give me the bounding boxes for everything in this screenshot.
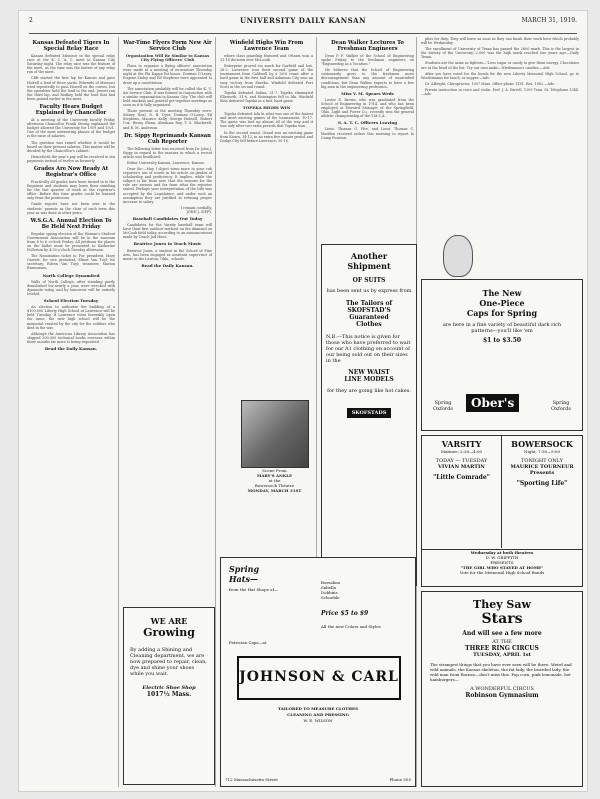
varsity-panel: VARSITY Matinee, 2:30—4:00 TODAY — TUESDAY VIVIAN MARTIN "Little Comrade" (422, 436, 502, 548)
column-rule (118, 37, 119, 787)
headline: Faculty Hears Budget Explained by Chancellor (35, 104, 107, 117)
subhead: Beatrice Jones to Teach Music (133, 241, 202, 247)
johnson-carl-logo: JOHNSON & CARL (237, 656, 401, 700)
headline: Dean Walker Lectures To Freshman Engineers (331, 40, 404, 52)
subhead: Baseball Candidates Out Today (132, 216, 203, 221)
subhead: School Election Tuesday (43, 298, 99, 304)
man-illustration (443, 235, 473, 277)
bowersock-panel: BOWERSOCK Night, 7:30—9:00 TONIGHT ONLY MAURICE TOURNEUR Presents "Sporting Life" (510, 439, 574, 487)
paper-name: UNIVERSITY DAILY KANSAN (239, 16, 367, 25)
column-1: Kansas Defeated Tigers In Special Relay Race Kansas defeated Missouri in the special relay race at the K. C. A. C. meet in Kansas City Saturday night. The relay race was the feature of the meet, as the time was the fastest of any relay run of the meet. Clift started the first lap for Kansas and gave Howell a lead of three yards. Edwards of Missouri tried repeatedly to pass Howell on the curves, but the speedster held the lead to the end. Jewett ran the third lap, and Rodkey held the lead that had been gained earlier in the meet. Faculty Hears Budget Explained by Chancellor At a meeting of the University faculty Friday afternoon Chancellor Frank Strong explained the budget allowed the University for 1919 and 1921. One of the most interesting phases of the budget is the raise of salaries. The question was raised whether it would be based on their present salaries. This matter will be decided by the Chancellor's cabinet. Henceforth the year's pay will be received in ten payments instead of twelve as formerly. Grades Are Now Ready At Registrar's Office Practically all grades have been turned in to the Registrar and students may leave their standing for the last quarter of work at the registrar's office. Before this time grades could be learned only from the professors. Grade reports have not been sent to the students' parents as the close of each term this year as was done in other years. W.S.G.A. Annual Election To Be Held Next Friday Regular spring election of the Woman's Student Government Association will be in the museum from 8 to 6 o'clock Friday. All petitions for places on the ballot must be presented to Katherine Fullerton by 4:30 o'clock Tuesday afternoon. The Nomination ticket is: For president, Mary Garrett, for vice president, Elinor Van Tuyl; for secretary, Eileen Van Tuyl; treasurer, Marion Rasmussen. North College Dynamited Walls of North College, after standing partly demolished for nearly a year, were wrecked with dynamite today, and by tomorrow will be entirely leveled. School Election Tuesday An election to authorize the building of a $100,000 Liberty High School at Lawrence will be held Tuesday. If Lawrence votes favorably upon the issue, the new high school will be the memorial created by the city for the soldiers who died in the war. Although the American Library Association has shipped 300,000 technical books overseas within three months far more is being requested. Read the Daily Kansan. (27, 40, 115, 351)
obers-logo: Ober's (466, 394, 519, 412)
subhead: S. A. T. C. Officers Leaving (337, 120, 398, 126)
masthead (29, 11, 577, 34)
circus-ad: They Saw Stars And will see a few more AT THE THREE RING CIRCUS TUESDAY, APRIL 1st The strangest things that you have ever seen will be there. Weird and wild animals, the Kansas skeleton, the fat lady, the bearded lady, the wild man from Borneo—don't miss this. Pop corn, pink lemonade, hot hamburgers— A WONDERFUL CIRCUS Robinson Gymnasium (421, 591, 583, 787)
column-2: War-Time Flyers Form New Air Service Club Organization Will Be Similar to Kansas City Flying Officers' Club Plans to organize a flying officers' association were made at a meeting of ex-aviators Thursday night at the Phi Kappa Psi house. Dorman O'Leary, Eugene Staley and Ed Stephens were appointed to draw up a constitution. The association probably will be called the K. U. Air Service Club. It was formed in conjunction with a similar organization in Kansas City. The club will hold smokers and general get-together meetings as soon as it is fully organized. Those present at the meeting Thursday were: Sidney Neal, D. B. Dyer, Dorman O'Leary, Ed Stephens, Maurice Kelly, George Holwell, Robert Cox, Henry Shinn, Abraham Ray, T. S. Blackwell, and R. M. Anderson. Dr. Sippy Reprimands Kansan Cub Reporter The following letter was received from Dr. John J. Sippy in regard to the manner in which a recent article was headlined: Editor University Kansan, Lawrence, Kansas. Dear Sir:—May I object some more to your cub reporter's use of words in his article on grades of scholarship and proficiency. It implies, while the subject is far from new, that the reasons for the rule are serious and far from what the reporter stated. Perhaps your interpretation of the title was accepted by the Legislature, and under such an assumption they are justified in refusing proper increase in salary. I remain cordially, JOHN J. SIPPY. Baseball Candidates Out Today Candidates for the Varsity baseball team will have their first outdoor workout on the diamond on McCook field today, according to an announcement made by Coach Jud Hunt. Beatrice Jones to Teach Music Beatrice Jones, a student in the School of Fine Arts, has been engaged as assistant supervisor of music in the Lawton, Okla., schools. Read the Daily Kansan. (123, 40, 212, 268)
subhead: Organization Will Be Similar to Kansas City Flying Officers' Club (125, 53, 210, 63)
skofstad-logo: SKOFSTADS (347, 408, 392, 418)
photo-caption: Scene From MARY'S ANKLE at the Bowersock Theatre MONDAY, MARCH 31ST (247, 468, 302, 493)
page-number: 2 (29, 17, 33, 24)
column-3: Winfield Highs Win From Lawrence Team where class guarding featured and Ottawa won a 31-18 decision over McLouth. Enterprise proved too much for Garfield and lost, 26-2. Lawrence won their second game of the tournament from Caldwell by a 28-8 count after a hard game in the first half and Arkansas City won an easy victory from Eureka. Winfield defeated Fort Scott in the second round. Topeka defeated Salina, 31-7. Topeka eliminated Ellsworth, 31-6, and Hoisington fell to Ida. Winfield then defeated Topeka in a fast, hard game. TOPEKA HIGHS WIN Topeka defeated Iola in what was one of the fastest and most exciting games of the tournament, 10-17. The game was tied up almost all of the way and it was only after two extra periods that Topeka won. In the second round, Grand was an exciting game from Kiowa, 14-12, in an extra five minute period and Dodge City fell before Lawrence, 30-18. (220, 40, 313, 143)
headline: War-Time Flyers Form New Air Service Club (123, 40, 212, 52)
scene-photo (241, 400, 309, 468)
issue-date: MARCH 31, 1919. (521, 17, 577, 24)
obers-ad: The New One-Piece Caps for Spring are here in a fine variety of beautiful dark rich patterns—you'll like 'em $1 to $3.50 Spring Oxfords Ober's Spring Oxfords (421, 279, 583, 431)
headline: Winfield Highs Win From Lawrence Team (229, 40, 304, 52)
footer-note: Read the Daily Kansan. (44, 345, 98, 351)
column-5: plies for duty. They will leave as soon as they can finish their work here which probably will be Wednesday. The enrollment of University of Texas has passed the 2600 mark. This is the largest in the history of the University, 2,000 was the high mark reached two years ago.—Daily Texan. Students are the same as fighters—"Less sugar or candy to give them energy. Chocolates are at the head of the list. Try our own make—Wiedemann's candies.—Adv. After you have voted for the bonds for the new Liberty Memorial High School, go to Wiedemanns for lunch, or supper.—Adv. Dr. Albright, Chiropractor, 1007 Mass. Office phone 1181. Res. 1982.—Adv. Private instruction in voice and violin. Prof. J. A. Farrell, 1209 Tenn. St. Telephone 1344.—Adv. (421, 37, 579, 97)
newspaper-page (18, 10, 588, 792)
footer-note: Read the Daily Kansan. (141, 262, 194, 268)
subhead: North College Dynamited (42, 272, 100, 278)
theatres-ad: VARSITY Matinee, 2:30—4:00 TODAY — TUESDAY VIVIAN MARTIN "Little Comrade" BOWERSOCK Night, 7:30—9:00 TONIGHT ONLY MAURICE TOURNEUR Presents "Sporting Life" Wednesday at both theatres D. W. GRIFFITH PRESENTS "THE GIRL WHO STAYED AT HOME" Vote for the Memorial High School Bonds (421, 435, 583, 587)
headline: Dr. Sippy Reprimands Kansan Cub Reporter (124, 132, 211, 145)
subhead: TOPEKA HIGHS WIN (242, 105, 291, 111)
johnson-carl-ad: Spring Hats— from the Hat Shops of— Borsalino Sabella Dobbins Schoeble Price $5 to $9 All the new Colors and Styles Patrician Caps—at JOHNSON & CARL TAILORED TO MEASURE CLOTHES CLEANING AND PRESSING W. E. WILSON 712 Massachusetts Street Phone 505 (220, 557, 416, 787)
column-rule (215, 37, 216, 787)
headline: W.S.G.A. Annual Election To Be Held Next Friday (30, 217, 112, 230)
shoe-shop-ad: WE ARE Growing By adding a Shining and Cleaning department, we are now prepared to repair, clean, dye and shine your shoes while you wait. Electric Shoe Shop 1017½ Mass. (123, 607, 215, 785)
subhead: Miss V. M. Spears Weds (341, 90, 394, 96)
column-4: Dean Walker Lectures To Freshman Engineers Dean P. F. Walker of the School of Engineering spoke Friday to the freshman engineers on "Engineering as a Vocation." He believes that the School of Engineering customarily gives to the freshmen more discouragement than any amount of unsatisfied conditions, but Dean Walker expects to have a few big men in the engineering profession. Miss V. M. Spears Weds Lester E. Brown, who was graduated from the School of Engineering in 1914, and who has been employed at Harvard Manager of the Springfield, Ohio, Light and Power Co., recently won the general athletic championship of the Y.M.C.A. S. A. T. C. Officers Leaving Lieut. Thomas G. Fite, and Lieut. Thomas C. Madden received orders this morning to report to Camp Funston. (321, 40, 414, 140)
headline: Kansas Defeated Tigers In Special Relay Race (32, 40, 110, 52)
headline: Grades Are Now Ready At Registrar's Office (33, 165, 109, 178)
skofstad-ad: Another Shipment OF SUITS has been sent us by express from The Tailors of SKOFSTAD'S Guaranteed Clothes N.B.—This notice is given for those who have preferred to wait for our A1 clothing on account of our being sold out on their sizes in the NEW WAIST LINE MODELS for they are going like hot cakes. SKOFSTADS (321, 244, 417, 586)
